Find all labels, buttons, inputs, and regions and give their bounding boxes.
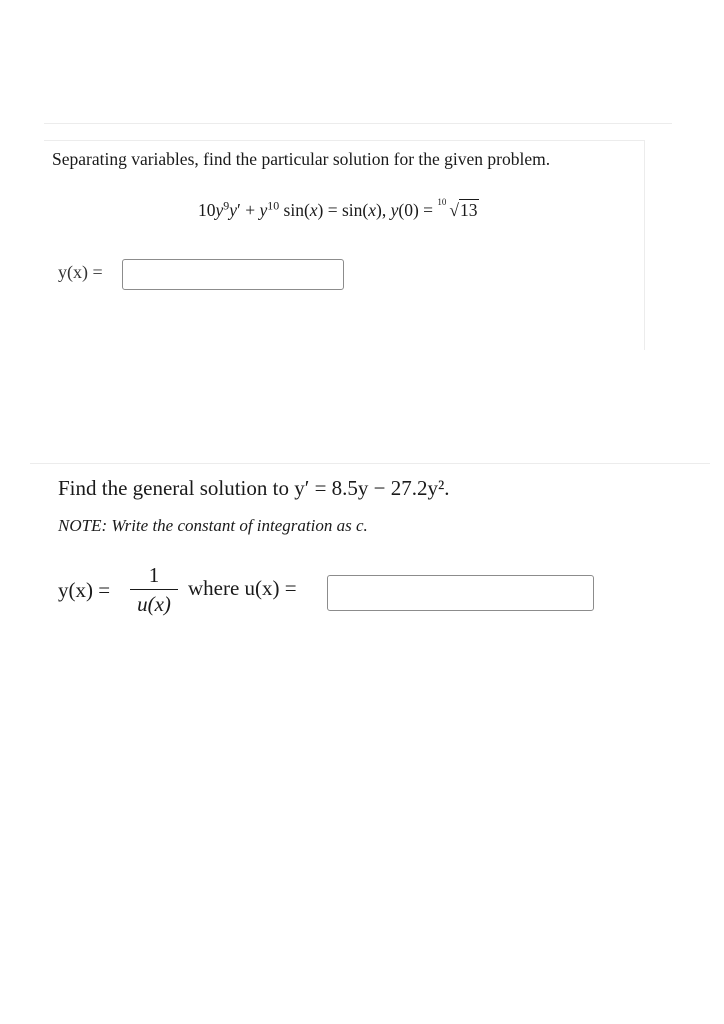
problem2-note: NOTE: Write the constant of integration as c. <box>58 516 368 535</box>
problem1-answer-input[interactable] <box>122 259 344 290</box>
fraction <box>130 562 178 617</box>
section-divider <box>30 463 710 464</box>
problem1-right-border <box>644 140 645 350</box>
problem1-answer-label: y(x) = <box>58 262 103 282</box>
fraction-numerator: 1 <box>148 563 160 587</box>
problem1-top-border <box>44 140 644 141</box>
problem1-prompt: Separating variables, find the particular solution for the given problem. <box>52 149 551 169</box>
top-divider <box>44 123 672 124</box>
problem2-lhs: y(x) = <box>58 578 111 602</box>
fraction-bar <box>130 589 178 590</box>
fraction-denominator: u(x) <box>137 592 171 616</box>
problem1-equation: $10y^9y' + y^{10}$ sin(x) = sin(x), y(0) = 10 √13 <box>198 197 478 220</box>
problem2-prompt: Find the general solution to y′ = 8.5y − 27.2y². <box>58 476 450 500</box>
problem2-answer-input[interactable] <box>327 575 594 611</box>
root-symbol: 10 √13 <box>437 197 478 220</box>
problem2-where-label: where u(x) = <box>188 576 297 600</box>
